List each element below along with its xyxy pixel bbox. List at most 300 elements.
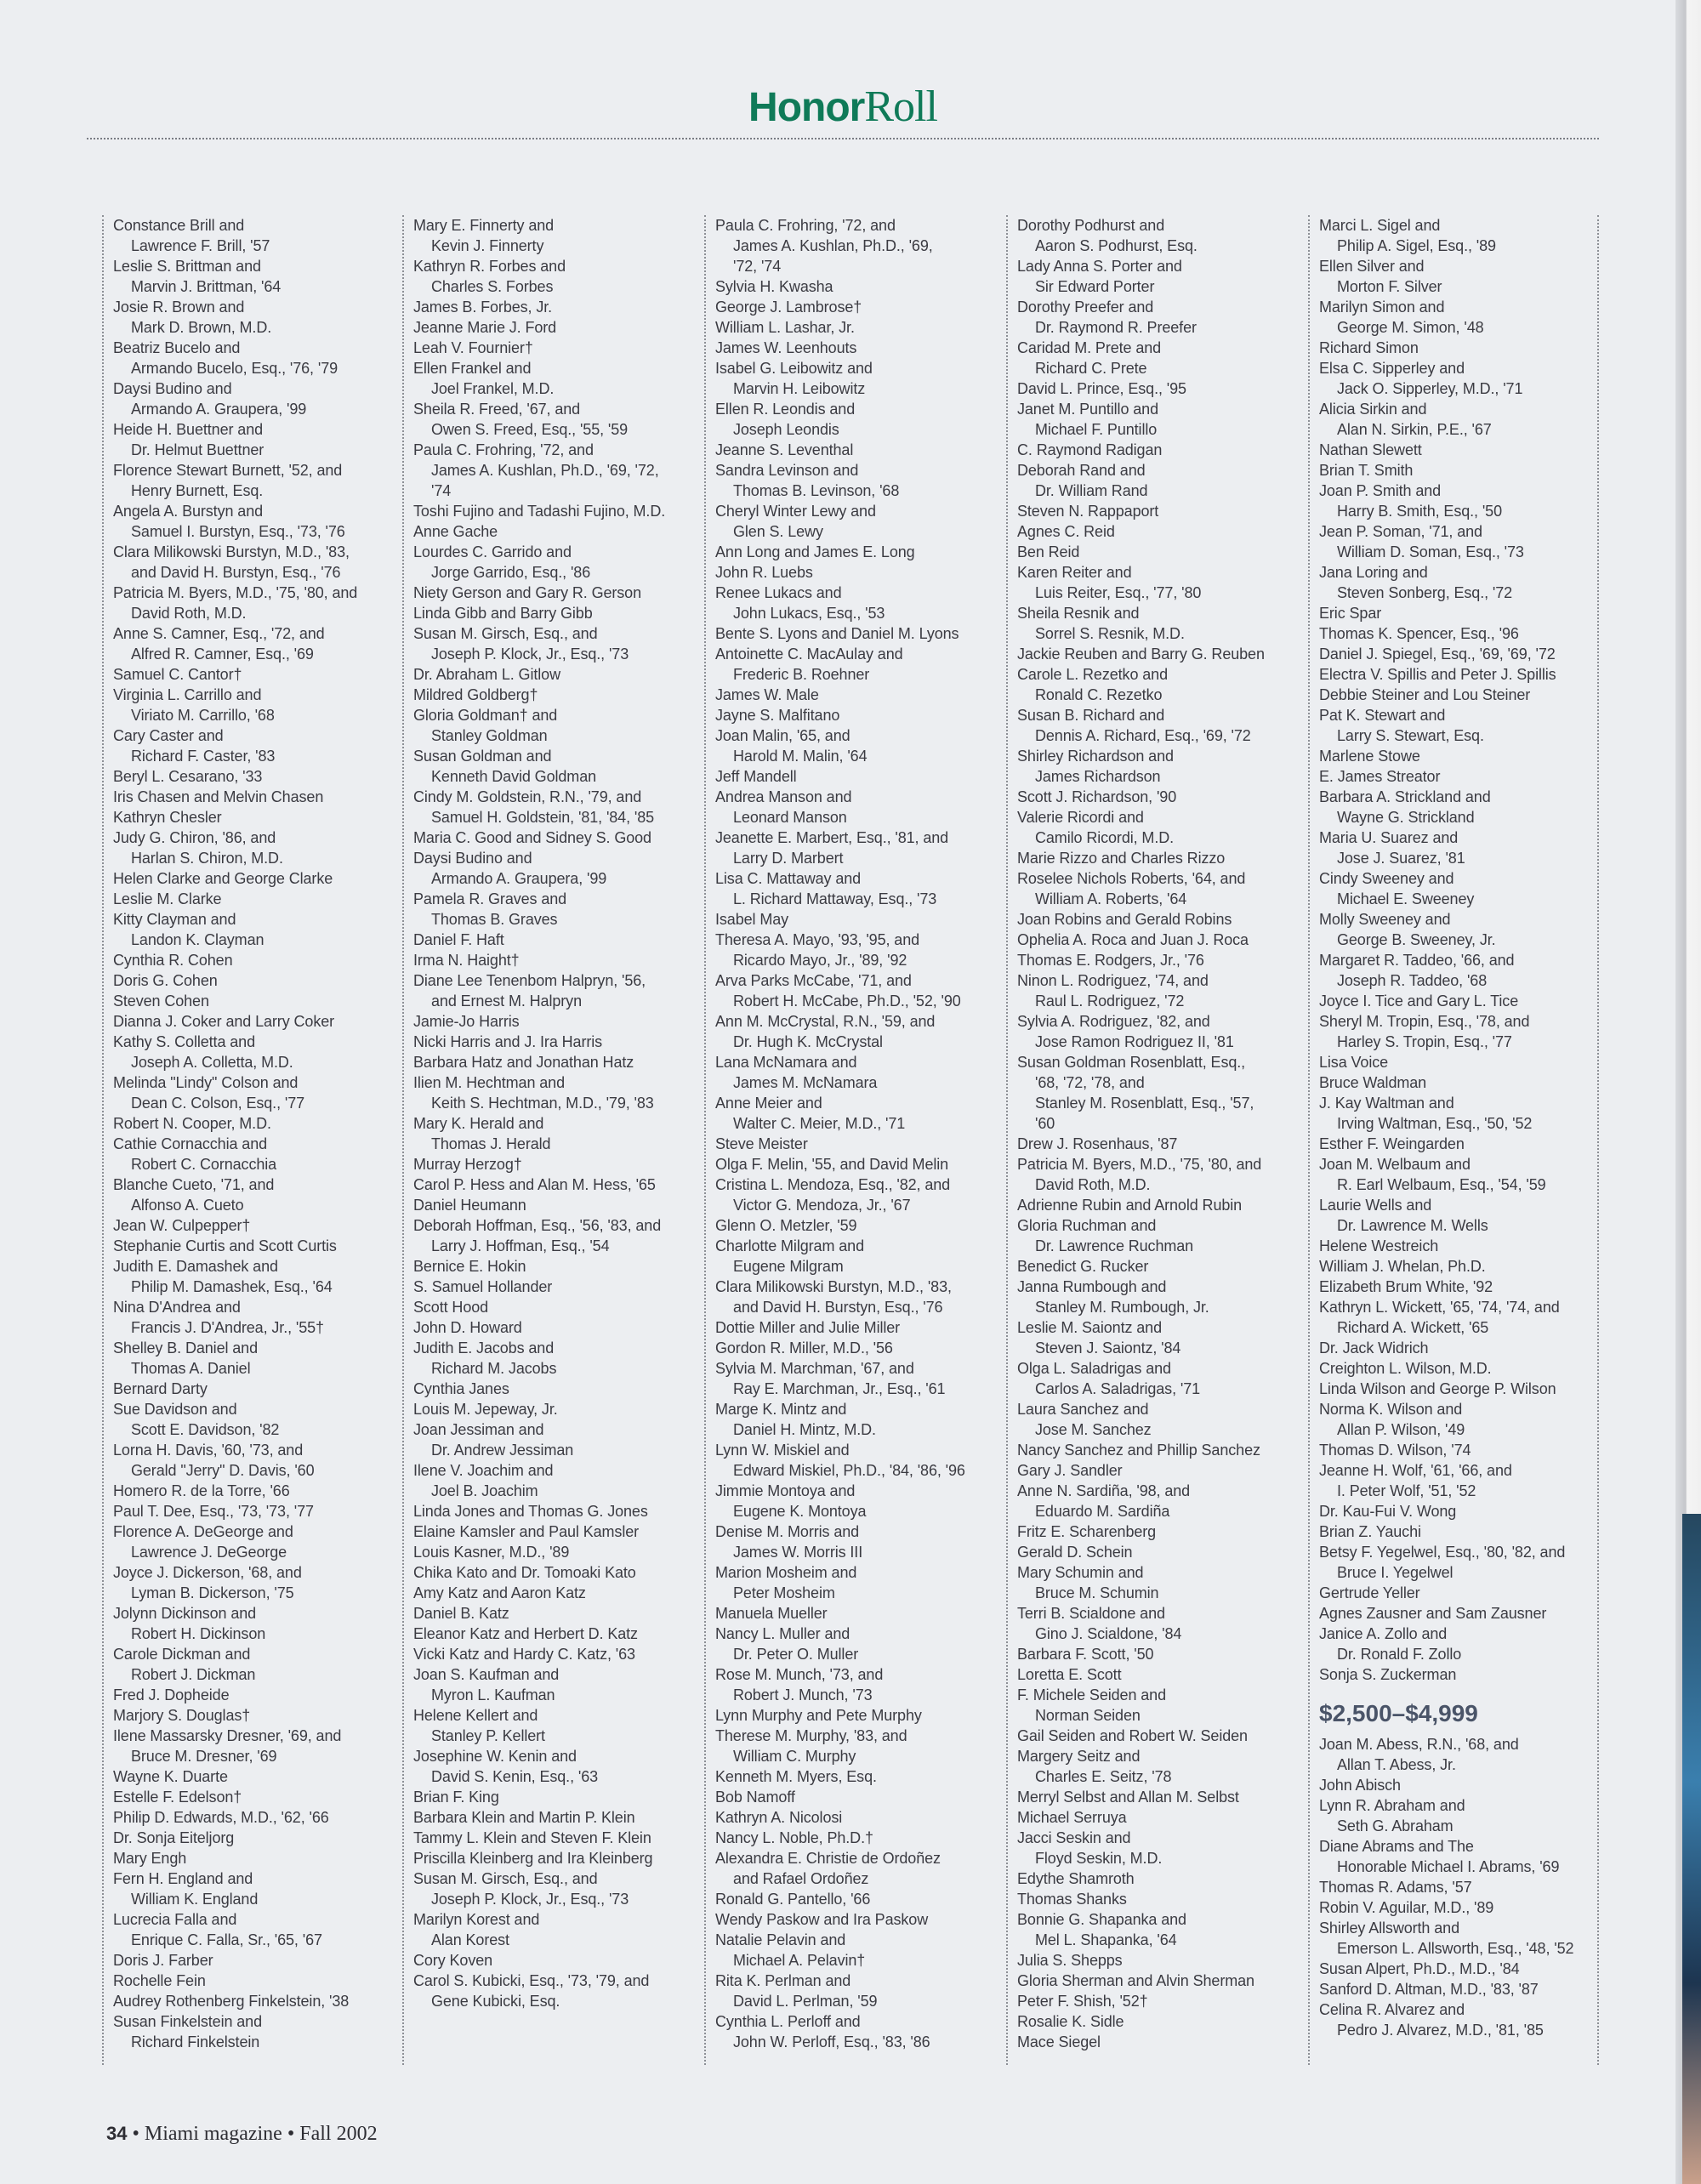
donor-name-continued: Gino J. Scialdone, '84 xyxy=(1035,1625,1182,1642)
donor-entry xyxy=(715,766,1006,787)
donor-entry xyxy=(1017,705,1308,746)
donor-entry xyxy=(715,338,1006,358)
donor-entry xyxy=(1017,521,1308,542)
donor-name: Drew J. Rosenhaus, '87 xyxy=(1017,1135,1178,1152)
donor-entry xyxy=(113,991,402,1011)
donor-name-continued: Dr. William Rand xyxy=(1035,482,1148,499)
donor-name: Paul T. Dee, Esq., '73, '73, '77 xyxy=(113,1503,314,1520)
donor-entry xyxy=(1017,970,1308,1011)
donor-entry xyxy=(715,1440,1006,1481)
donor-name: Eleanor Katz and Herbert D. Katz xyxy=(413,1625,638,1642)
donor-name: Elaine Kamsler and Paul Kamsler xyxy=(413,1523,640,1540)
donor-entry xyxy=(113,1215,402,1236)
donor-name: Clara Milikowski Burstyn, M.D., '83, xyxy=(715,1278,952,1295)
donor-name: Cory Koven xyxy=(413,1952,493,1969)
donor-name: Daniel B. Katz xyxy=(413,1605,509,1622)
donor-entry xyxy=(715,1603,1006,1624)
donor-entry xyxy=(1017,746,1308,787)
donor-name: Alexandra E. Christie de Ordoñez xyxy=(715,1850,941,1867)
donor-name: Daysi Budino and xyxy=(413,850,532,867)
donor-entry xyxy=(715,1236,1006,1277)
donor-name-continued: James M. McNamara xyxy=(733,1074,878,1091)
donor-name-continued: Lawrence J. DeGeorge xyxy=(131,1544,287,1561)
donor-name-continued: Landon K. Clayman xyxy=(131,931,265,948)
donor-name: Fritz E. Scharenberg xyxy=(1017,1523,1157,1540)
donor-name: Carol P. Hess and Alan M. Hess, '65 xyxy=(413,1176,656,1193)
donor-name: Cindy Sweeney and xyxy=(1319,870,1454,887)
donor-entry xyxy=(715,1726,1006,1766)
donor-name: Samuel C. Cantor† xyxy=(113,666,242,683)
donor-entry xyxy=(413,1542,704,1562)
donor-entry xyxy=(413,501,704,521)
donor-name: Laura Sanchez and xyxy=(1017,1401,1149,1418)
donor-name-continued: Robert C. Cornacchia xyxy=(131,1156,277,1173)
donor-entry xyxy=(1017,1909,1308,1950)
donor-name-continued: Pedro J. Alvarez, M.D., '81, '85 xyxy=(1337,2022,1544,2039)
donor-entry xyxy=(1319,1093,1597,1134)
donor-name-continued: James A. Kushlan, Ph.D., '69, xyxy=(733,237,933,254)
donor-name-continued: Mel L. Shapanka, '64 xyxy=(1035,1931,1177,1948)
donor-name: Caridad M. Prete and xyxy=(1017,339,1162,356)
donor-entry xyxy=(1319,1277,1597,1297)
donor-name: C. Raymond Radigan xyxy=(1017,441,1163,458)
donor-entry xyxy=(413,1379,704,1399)
donor-name: Kitty Clayman and xyxy=(113,911,236,928)
donor-name-continued: Carlos A. Saladrigas, '71 xyxy=(1035,1380,1201,1397)
donor-entry xyxy=(1017,1011,1308,1052)
donor-name: Scott Hood xyxy=(413,1299,489,1316)
donor-entry xyxy=(1017,1256,1308,1277)
donor-entry xyxy=(1319,1358,1597,1379)
donor-name: Jackie Reuben and Barry G. Reuben xyxy=(1017,646,1265,663)
donor-entry xyxy=(413,1052,704,1072)
donor-entry xyxy=(715,1399,1006,1440)
donor-name-continued: Jack O. Sipperley, M.D., '71 xyxy=(1337,380,1523,397)
donor-entry xyxy=(113,909,402,950)
donor-name-continued: David S. Kenin, Esq., '63 xyxy=(431,1768,599,1785)
donor-name: Sanford D. Altman, M.D., '83, '87 xyxy=(1319,1981,1539,1998)
donor-entry xyxy=(413,1215,704,1256)
donor-name-continued: Michael E. Sweeney xyxy=(1337,890,1475,907)
donor-entry xyxy=(715,542,1006,562)
donor-entry xyxy=(715,1624,1006,1664)
donor-name-continued: Mark D. Brown, M.D. xyxy=(131,319,272,336)
donor-name: Edythe Shamroth xyxy=(1017,1870,1135,1887)
donor-name-continued: Armando A. Graupera, '99 xyxy=(131,401,307,418)
donor-name-continued: Harry B. Smith, Esq., '50 xyxy=(1337,503,1502,520)
donor-entry xyxy=(413,358,704,399)
donor-name: Homero R. de la Torre, '66 xyxy=(113,1482,290,1499)
donor-name: Irma N. Haight† xyxy=(413,952,520,969)
donor-name: Doris J. Farber xyxy=(113,1952,213,1969)
donor-name: Dr. Abraham L. Gitlow xyxy=(413,666,560,683)
donor-entry xyxy=(1017,1481,1308,1521)
donor-entry xyxy=(1319,868,1597,909)
donor-name-continued: Thomas A. Daniel xyxy=(131,1360,251,1377)
donor-name-continued: Steven Sonberg, Esq., '72 xyxy=(1337,584,1513,601)
donor-name: Sheila Resnik and xyxy=(1017,605,1140,622)
footer-separator-2: • xyxy=(282,2123,300,2145)
donor-entry xyxy=(413,623,704,664)
donor-name: Sue Davidson and xyxy=(113,1401,237,1418)
donor-entry xyxy=(1017,787,1308,807)
donor-name: Murray Herzog† xyxy=(413,1156,522,1173)
donor-name-continued: Alfonso A. Cueto xyxy=(131,1197,244,1214)
donor-name: Manuela Mueller xyxy=(715,1605,828,1622)
adjacent-page-photo-edge xyxy=(1682,1514,1701,2184)
donor-entry xyxy=(715,2011,1006,2052)
donor-entry xyxy=(1017,562,1308,603)
donor-entry xyxy=(715,1848,1006,1889)
donor-name: Lucrecia Falla and xyxy=(113,1911,237,1928)
donor-entry xyxy=(413,685,704,705)
donor-entry xyxy=(1017,1746,1308,1787)
donor-name: Lourdes C. Garrido and xyxy=(413,543,572,560)
donor-entry xyxy=(413,1154,704,1174)
donor-name: Deborah Rand and xyxy=(1017,462,1146,479)
donor-entry xyxy=(1017,2032,1308,2052)
donor-name-continued: Norman Seiden xyxy=(1035,1707,1141,1724)
donor-entry xyxy=(715,930,1006,970)
donor-name: Marjory S. Douglas† xyxy=(113,1707,251,1724)
donor-column-3 xyxy=(704,215,1006,2065)
donor-name: John Abisch xyxy=(1319,1777,1401,1794)
donor-name-continued: and David H. Burstyn, Esq., '76 xyxy=(131,564,341,581)
donor-entry xyxy=(1017,1868,1308,1889)
donor-name-continued: Robert J. Munch, '73 xyxy=(733,1686,873,1703)
donor-name: Marilyn Korest and xyxy=(413,1911,540,1928)
donor-entry xyxy=(715,460,1006,501)
donor-name-continued: Lawrence F. Brill, '57 xyxy=(131,237,270,254)
donor-name-continued: Lyman B. Dickerson, '75 xyxy=(131,1584,294,1601)
donor-name: Nancy L. Muller and xyxy=(715,1625,850,1642)
donor-name-continued: Robert J. Dickman xyxy=(131,1666,256,1683)
donor-name-continued: Joel B. Joachim xyxy=(431,1482,538,1499)
donor-entry xyxy=(715,1093,1006,1134)
donor-name: Ilien M. Hechtman and xyxy=(413,1074,565,1091)
donor-entry xyxy=(413,1562,704,1583)
donor-name: Nina D'Andrea and xyxy=(113,1299,241,1316)
donor-name: Alicia Sirkin and xyxy=(1319,401,1427,418)
donor-entry xyxy=(113,807,402,828)
section-title xyxy=(748,82,937,131)
donor-name: Anne S. Camner, Esq., '72, and xyxy=(113,625,325,642)
donor-entry xyxy=(1017,1991,1308,2011)
donor-entry xyxy=(413,1195,704,1215)
donor-entry xyxy=(413,1277,704,1297)
donor-name: Robert N. Cooper, M.D. xyxy=(113,1115,271,1132)
donor-name-continued: Philip M. Damashek, Esq., '64 xyxy=(131,1278,333,1295)
donor-name: Jana Loring and xyxy=(1319,564,1428,581)
donor-name-continued: William D. Soman, Esq., '73 xyxy=(1337,543,1524,560)
donor-name: Cynthia L. Perloff and xyxy=(715,2013,861,2030)
donor-name-continued: Thomas B. Graves xyxy=(431,911,558,928)
header-divider xyxy=(87,138,1599,139)
donor-name-continued: Charles S. Forbes xyxy=(431,278,554,295)
footer-separator: • xyxy=(127,2123,145,2145)
donor-name: Dr. Sonja Eiteljorg xyxy=(113,1829,235,1846)
donor-entry xyxy=(413,889,704,930)
donor-entry xyxy=(715,440,1006,460)
donor-name: Brian T. Smith xyxy=(1319,462,1414,479)
donor-name-continued: Robert H. McCabe, Ph.D., '52, '90 xyxy=(733,992,961,1010)
donor-column-5 xyxy=(1308,215,1599,2065)
donor-name: Susan M. Girsch, Esq., and xyxy=(413,625,598,642)
donor-name-continued: Alan N. Sirkin, P.E., '67 xyxy=(1337,421,1492,438)
donor-name: Joan Malin, '65, and xyxy=(715,727,850,744)
donor-entry xyxy=(1319,1959,1597,1979)
donor-entry xyxy=(715,583,1006,623)
donor-entry xyxy=(715,644,1006,685)
donor-name: Janice A. Zollo and xyxy=(1319,1625,1448,1642)
donor-entry xyxy=(1319,1011,1597,1052)
donor-name: James W. Male xyxy=(715,686,819,703)
donor-entry xyxy=(715,1889,1006,1909)
donor-entry xyxy=(715,970,1006,1011)
donor-name: Gloria Ruchman and xyxy=(1017,1217,1157,1234)
donor-name-continued: Eduardo M. Sardiña xyxy=(1035,1503,1170,1520)
donor-name: Ben Reid xyxy=(1017,543,1080,560)
donor-name: Shirley Richardson and xyxy=(1017,748,1174,765)
donor-name: Fred J. Dopheide xyxy=(113,1686,230,1703)
donor-name-continued: James W. Morris III xyxy=(733,1544,863,1561)
donor-entry xyxy=(715,1787,1006,1807)
donor-name-continued: Frederic B. Roehner xyxy=(733,666,870,683)
donor-entry xyxy=(1017,1889,1308,1909)
donor-name: Cathie Cornacchia and xyxy=(113,1135,268,1152)
donor-entry xyxy=(715,1174,1006,1215)
donor-name: Judith E. Damashek and xyxy=(113,1258,278,1275)
donor-entry xyxy=(1017,1195,1308,1215)
donor-entry xyxy=(113,419,402,460)
donor-name: Brian Z. Yauchi xyxy=(1319,1523,1421,1540)
donor-entry xyxy=(1319,603,1597,623)
donor-name-continued: Henry Burnett, Esq. xyxy=(131,482,264,499)
donor-name: Jean W. Culpepper† xyxy=(113,1217,251,1234)
donor-name: Kathryn A. Nicolosi xyxy=(715,1809,843,1826)
donor-entry xyxy=(413,1624,704,1644)
donor-name: Ilene V. Joachim and xyxy=(413,1462,554,1479)
donor-name: Marge K. Mintz and xyxy=(715,1401,847,1418)
donor-name-continued: Stanley Goldman xyxy=(431,727,548,744)
donor-entry xyxy=(413,1848,704,1868)
donor-name: Louis Kasner, M.D., '89 xyxy=(413,1544,570,1561)
donor-entry xyxy=(413,1501,704,1521)
donor-name: Dorothy Preefer and xyxy=(1017,299,1154,316)
donor-name: Ellen R. Leondis and xyxy=(715,401,856,418)
donor-name: Janna Rumbough and xyxy=(1017,1278,1167,1295)
donor-entry xyxy=(413,215,704,256)
donor-name: Jean P. Soman, '71, and xyxy=(1319,523,1482,540)
donor-entry xyxy=(113,297,402,338)
donor-name: Linda Gibb and Barry Gibb xyxy=(413,605,593,622)
donor-name: Dr. Kau-Fui V. Wong xyxy=(1319,1503,1457,1520)
donor-name: Dorothy Podhurst and xyxy=(1017,217,1165,234)
donor-name: Merryl Selbst and Allan M. Selbst xyxy=(1017,1789,1239,1806)
donor-name: Wendy Paskow and Ira Paskow xyxy=(715,1911,929,1928)
donor-entry xyxy=(1017,1440,1308,1460)
donor-name: Steven Cohen xyxy=(113,992,209,1010)
donor-entry xyxy=(1319,215,1597,256)
donor-name-continued: Harley S. Tropin, Esq., '77 xyxy=(1337,1033,1512,1050)
donor-entry xyxy=(113,1134,402,1174)
donor-name: Iris Chasen and Melvin Chasen xyxy=(113,788,324,805)
donor-entry xyxy=(1319,1338,1597,1358)
donor-name: Andrea Manson and xyxy=(715,788,852,805)
donor-name-continued: Raul L. Rodriguez, '72 xyxy=(1035,992,1185,1010)
donor-name: Jayne S. Malfitano xyxy=(715,707,840,724)
donor-name-continued: and David H. Burstyn, Esq., '76 xyxy=(733,1299,943,1316)
donor-entry xyxy=(113,1011,402,1032)
donor-name-continued: Richard A. Wickett, '65 xyxy=(1337,1319,1489,1336)
donor-name: Leah V. Fournier† xyxy=(413,339,533,356)
donor-entry xyxy=(715,1909,1006,1930)
donor-name-continued: Marvin H. Leibowitz xyxy=(733,380,866,397)
donor-entry xyxy=(715,705,1006,725)
donor-entry xyxy=(1017,1562,1308,1603)
donor-name: Florence A. DeGeorge and xyxy=(113,1523,293,1540)
donor-entry xyxy=(113,1603,402,1644)
donor-name: Leslie S. Brittman and xyxy=(113,258,261,275)
donor-name: Bonnie G. Shapanka and xyxy=(1017,1911,1186,1928)
donor-entry xyxy=(413,399,704,440)
donor-name: Cindy M. Goldstein, R.N., '79, and xyxy=(413,788,642,805)
donor-entry xyxy=(1319,1775,1597,1795)
donor-name: Norma K. Wilson and xyxy=(1319,1401,1463,1418)
donor-entry xyxy=(1017,930,1308,950)
donor-name: Natalie Pelavin and xyxy=(715,1931,846,1948)
donor-name: Blanche Cueto, '71, and xyxy=(113,1176,275,1193)
donor-entry xyxy=(1319,562,1597,603)
donor-entry xyxy=(1319,991,1597,1011)
donor-entry xyxy=(113,1726,402,1766)
donor-name: Barbara Klein and Martin P. Klein xyxy=(413,1809,635,1826)
donor-name: Ninon L. Rodriguez, '74, and xyxy=(1017,972,1209,989)
donor-entry xyxy=(715,1828,1006,1848)
donor-name: Louis M. Jepeway, Jr. xyxy=(413,1401,558,1418)
donor-entry xyxy=(413,1971,704,2011)
donor-name-continued: William C. Murphy xyxy=(733,1748,856,1765)
donor-entry xyxy=(1017,868,1308,909)
donor-name-continued: Jorge Garrido, Esq., '86 xyxy=(431,564,591,581)
donor-name: Dr. Jack Widrich xyxy=(1319,1339,1429,1356)
donor-name: Marion Mosheim and xyxy=(715,1564,857,1581)
donor-name-continued: Michael A. Pelavin† xyxy=(733,1952,866,1969)
donor-name: Theresa A. Mayo, '93, '95, and xyxy=(715,931,920,948)
donor-name: Linda Wilson and George P. Wilson xyxy=(1319,1380,1556,1397)
donor-entry xyxy=(1017,1787,1308,1807)
donor-name: Ilene Massarsky Dresner, '69, and xyxy=(113,1727,342,1744)
donor-name: Josephine W. Kenin and xyxy=(413,1748,577,1765)
donor-name: Valerie Ricordi and xyxy=(1017,809,1144,826)
donor-entry xyxy=(1319,685,1597,705)
donor-entry xyxy=(113,1338,402,1379)
donor-name-continued: Joseph R. Taddeo, '68 xyxy=(1337,972,1488,989)
donor-entry xyxy=(113,1174,402,1215)
donor-entry xyxy=(1319,1542,1597,1583)
donor-name: Mary K. Herald and xyxy=(413,1115,544,1132)
donor-name: Brian F. King xyxy=(413,1789,499,1806)
donor-name: Adrienne Rubin and Arnold Rubin xyxy=(1017,1197,1243,1214)
donor-name: William L. Lashar, Jr. xyxy=(715,319,855,336)
donor-name: Rosalie K. Sidle xyxy=(1017,2013,1124,2030)
donor-name: Josie R. Brown and xyxy=(113,299,245,316)
donor-name-continued: Honorable Michael I. Abrams, '69 xyxy=(1337,1858,1560,1875)
donor-name: Susan Alpert, Ph.D., M.D., '84 xyxy=(1319,1960,1520,1977)
donor-entry xyxy=(413,1664,704,1705)
donor-entry xyxy=(715,828,1006,868)
donor-name: Mary Engh xyxy=(113,1850,187,1867)
donor-name: Roselee Nichols Roberts, '64, and xyxy=(1017,870,1246,887)
donor-name: Lisa C. Mattaway and xyxy=(715,870,862,887)
donor-entry xyxy=(1319,1195,1597,1236)
donor-name: Margaret R. Taddeo, '66, and xyxy=(1319,952,1515,969)
donor-entry xyxy=(113,1685,402,1705)
donor-entry xyxy=(1319,399,1597,440)
donor-entry xyxy=(715,1134,1006,1154)
donor-entry xyxy=(113,2011,402,2052)
donor-name-continued: Dennis A. Richard, Esq., '69, '72 xyxy=(1035,727,1251,744)
donor-entry xyxy=(715,1358,1006,1399)
donor-name: Thomas Shanks xyxy=(1017,1891,1127,1908)
donor-name-continued: Sir Edward Porter xyxy=(1035,278,1155,295)
donor-entry xyxy=(413,705,704,746)
donor-name-continued: Richard Finkelstein xyxy=(131,2033,260,2050)
donor-name-continued: Myron L. Kaufman xyxy=(431,1686,555,1703)
donor-name: Olga L. Saladrigas and xyxy=(1017,1360,1171,1377)
donor-entry xyxy=(1319,358,1597,399)
donor-name: Susan Finkelstein and xyxy=(113,2013,263,2030)
donor-name-continued: '68, '72, '78, and xyxy=(1035,1074,1145,1091)
donor-name-continued: Harlan S. Chiron, M.D. xyxy=(131,850,283,867)
donor-entry xyxy=(113,1399,402,1440)
donor-entry xyxy=(715,1481,1006,1521)
donor-name: Melinda "Lindy" Colson and xyxy=(113,1074,299,1091)
donor-name-continued: Viriato M. Carrillo, '68 xyxy=(131,707,275,724)
donor-name: Ellen Silver and xyxy=(1319,258,1425,275)
donor-name: Sheryl M. Tropin, Esq., '78, and xyxy=(1319,1013,1530,1030)
donor-name: Agnes C. Reid xyxy=(1017,523,1115,540)
donor-entry xyxy=(413,583,704,603)
donor-name: Esther F. Weingarden xyxy=(1319,1135,1465,1152)
donor-name: Helen Clarke and George Clarke xyxy=(113,870,333,887)
donor-name: Lorna H. Davis, '60, '73, and xyxy=(113,1442,304,1459)
donor-entry xyxy=(1017,1726,1308,1746)
donor-entry xyxy=(715,868,1006,909)
donor-entry xyxy=(113,766,402,787)
donor-entry xyxy=(1319,460,1597,481)
donor-name: Kenneth M. Myers, Esq. xyxy=(715,1768,877,1785)
donor-name: Jimmie Montoya and xyxy=(715,1482,856,1499)
donor-name: Loretta E. Scott xyxy=(1017,1666,1122,1683)
donor-name: Cary Caster and xyxy=(113,727,224,744)
donor-name-continued: Scott E. Davidson, '82 xyxy=(131,1421,280,1438)
donor-name-continued: Armando Bucelo, Esq., '76, '79 xyxy=(131,360,338,377)
donor-name: Lady Anna S. Porter and xyxy=(1017,258,1182,275)
donor-entry xyxy=(1017,644,1308,664)
donor-name: Pat K. Stewart and xyxy=(1319,707,1446,724)
donor-entry xyxy=(413,1399,704,1419)
donor-name: Niety Gerson and Gary R. Gerson xyxy=(413,584,642,601)
donor-entry xyxy=(413,440,704,501)
donor-name: Joan Robins and Gerald Robins xyxy=(1017,911,1232,928)
donor-entry xyxy=(715,1562,1006,1603)
donor-name: Sonja S. Zuckerman xyxy=(1319,1666,1457,1683)
donor-entry xyxy=(715,1521,1006,1562)
donor-name-continued: James Richardson xyxy=(1035,768,1161,785)
donor-entry xyxy=(1319,1664,1597,1685)
donor-entry xyxy=(715,276,1006,297)
